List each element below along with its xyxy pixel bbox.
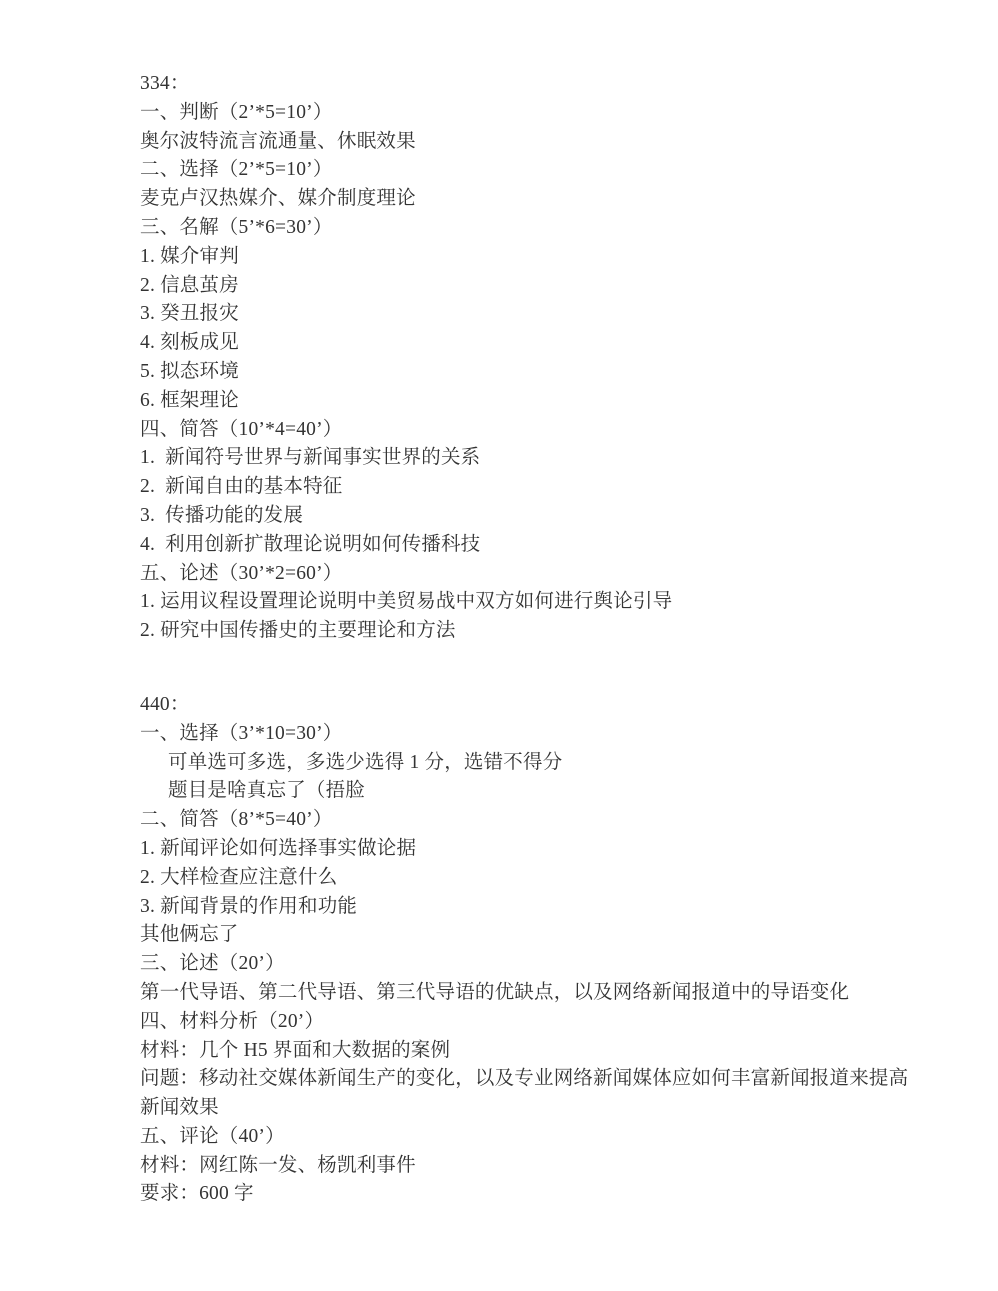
document-line: 1. 新闻符号世界与新闻事实世界的关系 (140, 447, 481, 469)
document-line: 1. 媒介审判 (140, 245, 239, 267)
document-line: 3. 新闻背景的作用和功能 (140, 895, 358, 917)
document-line: 6. 框架理论 (140, 389, 239, 411)
document-line: 二、选择（2’*5=10’） (140, 159, 333, 181)
document-line: 1. 运用议程设置理论说明中美贸易战中双方如何进行舆论引导 (140, 591, 673, 613)
document-line: 三、名解（5’*6=30’） (140, 216, 333, 238)
document-line: 3. 癸丑报灾 (140, 303, 239, 325)
document-line: 4. 刻板成见 (140, 332, 239, 354)
document-line: 1. 新闻评论如何选择事实做论据 (140, 837, 417, 859)
document-line: 材料：网红陈一发、杨凯利事件 (140, 1154, 416, 1176)
document-line: 题目是啥真忘了（捂脸 (168, 780, 366, 802)
document-line: 3. 传播功能的发展 (140, 504, 304, 526)
document-line: 要求：600 字 (140, 1183, 254, 1205)
document-line: 2. 信息茧房 (140, 274, 239, 296)
document-line: 334： (140, 73, 190, 94)
document-line: 其他俩忘了 (140, 924, 239, 946)
document-line: 材料：几个 H5 界面和大数据的案例 (140, 1039, 451, 1061)
document-line: 麦克卢汉热媒介、媒介制度理论 (140, 188, 416, 210)
document-line: 五、论述（30’*2=60’） (140, 562, 343, 584)
document-line: 5. 拟态环境 (140, 360, 239, 382)
document-line: 2. 大样检查应注意什么 (140, 866, 338, 888)
document-line: 2. 研究中国传播史的主要理论和方法 (140, 620, 456, 642)
document-line: 三、论述（20’） (140, 953, 285, 975)
document-line: 四、简答（10’*4=40’） (140, 418, 343, 440)
document-line: 可单选可多选，多选少选得 1 分，选错不得分 (168, 751, 563, 773)
document-line: 问题：移动社交媒体新闻生产的变化，以及专业网络新闻媒体应如何丰富新闻报道来提高新闻效果 (140, 1068, 909, 1119)
document-line: 一、判断（2’*5=10’） (140, 101, 333, 123)
document-line: 五、评论（40’） (140, 1125, 285, 1147)
document-line: 440： (140, 693, 190, 715)
document-line: 二、简答（8’*5=40’） (140, 809, 333, 831)
document-content (140, 70, 924, 1209)
document-line: 一、选择（3’*10=30’） (140, 722, 343, 744)
document-line: 4. 利用创新扩散理论说明如何传播科技 (140, 533, 481, 555)
document-line: 四、材料分析（20’） (140, 1010, 325, 1032)
document-line: 2. 新闻自由的基本特征 (140, 476, 343, 498)
document-line: 第一代导语、第二代导语、第三代导语的优缺点，以及网络新闻报道中的导语变化 (140, 981, 850, 1003)
document-line: 奥尔波特流言流通量、休眠效果 (140, 130, 416, 152)
